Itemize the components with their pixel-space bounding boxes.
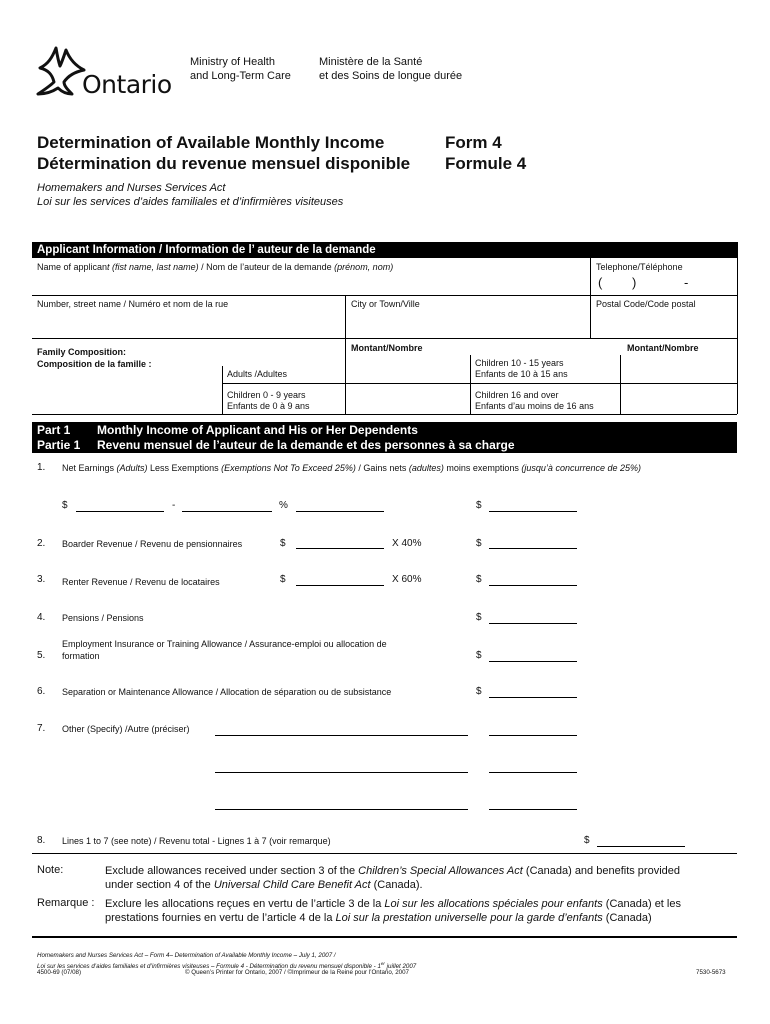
other-specify-input-1[interactable]	[215, 735, 468, 736]
line2-total-input[interactable]	[489, 548, 577, 549]
line1-total-input[interactable]	[489, 511, 577, 512]
line3-label: Renter Revenue / Revenu de locataires	[62, 577, 220, 587]
applicant-section-header: Applicant Information / Information de l’ auteur de la demande	[32, 242, 737, 258]
footer-line2a: Loi sur les services d’aides familiales et d’infirmières visiteuses – Formule 4 - Détermination du revenu mensuel disponible - 1	[37, 963, 381, 971]
dollar-sign: $	[476, 574, 482, 585]
other-amount-input-2[interactable]	[489, 772, 577, 773]
children-0-9-en: Children 0 - 9 years	[227, 390, 306, 400]
children-0-9-fr: Enfants de 0 à 9 ans	[227, 401, 310, 411]
logo-text: Ontario	[82, 70, 172, 99]
name-label-a: Name of applican	[37, 262, 108, 272]
minus-sign: -	[172, 500, 176, 511]
ministry-fr-line2: et des Soins de longue durée	[319, 70, 463, 82]
l1-d: (Exemptions Not To Exceed 25%)	[221, 463, 356, 473]
l1-a: Net Earnings	[62, 463, 117, 473]
form-code: 4500-69 (07/08)	[37, 969, 82, 976]
separation-allowance-input[interactable]	[489, 697, 577, 698]
other-specify-input-3[interactable]	[215, 809, 468, 810]
note-2a: under section 4 of the	[105, 879, 214, 891]
phone-close-paren: )	[632, 275, 637, 290]
dollar-sign: $	[476, 612, 482, 623]
remarque-text	[105, 897, 681, 925]
rem-2b: Loi sur la prestation universelle pour la garde d’enfants	[335, 912, 603, 924]
title-fr: Détermination du revenue mensuel disponible	[37, 154, 411, 173]
l1-b: (Adults)	[116, 463, 148, 473]
form-number	[445, 132, 526, 174]
children-16-fr: Enfants d’au moins de 16 ans	[475, 401, 594, 411]
employment-insurance-input[interactable]	[489, 661, 577, 662]
street-label: Number, street name / Numéro et nom de la rue	[37, 299, 229, 309]
ministry-en-line2: and Long-Term Care	[190, 70, 291, 82]
ontario-logo	[34, 44, 184, 100]
line5-label	[62, 638, 387, 662]
children-16-count-field[interactable]	[622, 385, 736, 413]
line8-number: 8.	[37, 835, 46, 846]
boarder-multiplier: X 40%	[392, 538, 422, 549]
postal-label: Postal Code/Code postal	[596, 299, 696, 309]
total-income-input[interactable]	[597, 846, 685, 847]
l1-g: moins exemptions	[443, 463, 522, 473]
phone-open-paren: (	[598, 275, 603, 290]
street-field[interactable]	[37, 299, 337, 335]
exemptions-input[interactable]	[182, 511, 272, 512]
children-16-en: Children 16 and over	[475, 390, 559, 400]
divider	[32, 295, 737, 296]
ministry-en	[190, 55, 291, 83]
line1-label	[62, 463, 641, 473]
line5-number: 5.	[37, 650, 46, 661]
children-10-15-en: Children 10 - 15 years	[475, 358, 564, 368]
name-label-d: (prénom, nom)	[334, 262, 394, 272]
rem-1c: (Canada) et les	[602, 898, 681, 910]
children-0-9-count-field[interactable]	[347, 385, 468, 413]
city-label: City or Town/Ville	[351, 299, 420, 309]
note-label: Note:	[37, 864, 64, 876]
dollar-sign: $	[476, 538, 482, 549]
line6-label: Separation or Maintenance Allowance / Allocation de séparation ou de subsistance	[62, 687, 392, 697]
amount-header-right: Montant/Nombre	[627, 343, 699, 353]
l1-c: Less Exemptions	[147, 463, 222, 473]
percent-sign: %	[279, 500, 288, 511]
children-0-9-label	[227, 390, 310, 412]
children-10-15-label	[475, 358, 568, 380]
l1-h: (jusqu’à concurrence de 25%)	[521, 463, 641, 473]
family-label-en: Family Composition:	[37, 347, 127, 357]
form-number-fr: Formule 4	[445, 154, 527, 173]
note-2c: (Canada).	[370, 879, 423, 891]
line3-total-input[interactable]	[489, 585, 577, 586]
note-1c: (Canada) and benefits provided	[522, 865, 681, 877]
part-title	[97, 423, 515, 453]
divider	[470, 355, 471, 414]
line4-number: 4.	[37, 612, 46, 623]
note-1a: Exclude allowances received under section 3 of the	[105, 865, 359, 877]
adults-label: Adults /Adultes	[227, 369, 288, 379]
renter-revenue-input[interactable]	[296, 585, 384, 586]
exemption-percent-input[interactable]	[296, 511, 384, 512]
remarque-label: Remarque :	[37, 897, 95, 909]
divider	[32, 338, 737, 339]
divider	[590, 258, 591, 338]
act-en: Homemakers and Nurses Services Act	[37, 182, 226, 194]
part-en: Part 1	[37, 423, 71, 437]
pensions-input[interactable]	[489, 623, 577, 624]
dollar-sign: $	[584, 835, 590, 846]
dollar-sign: $	[476, 500, 482, 511]
dollar-sign: $	[476, 650, 482, 661]
note-1b: Children’s Special Allowances Act	[358, 865, 523, 877]
footer-divider	[32, 936, 737, 938]
line7-label: Other (Specify) /Autre (préciser)	[62, 724, 190, 734]
dollar-sign: $	[280, 538, 286, 549]
divider	[345, 338, 346, 414]
line8-label: Lines 1 to 7 (see note) / Revenu total - Lignes 1 à 7 (voir remarque)	[62, 836, 331, 846]
name-label-b: t (fist name, last name)	[107, 262, 199, 272]
part-title-en: Monthly Income of Applicant and His or Her Dependents	[97, 423, 418, 437]
children-10-15-fr: Enfants de 10 à 15 ans	[475, 369, 568, 379]
l1-f: (adultes)	[408, 463, 444, 473]
footer-line1: Homemakers and Nurses Services Act – Form 4– Determination of Available Monthly Income – July 1, 2007 /	[37, 952, 336, 959]
footer-line2-sup: er	[380, 961, 385, 966]
note-text	[105, 864, 680, 892]
line1-number: 1.	[37, 462, 46, 473]
title-en: Determination of Available Monthly Income	[37, 133, 385, 152]
part1-header	[32, 422, 737, 453]
divider	[222, 383, 737, 384]
boarder-revenue-input[interactable]	[296, 548, 384, 549]
part-label	[37, 423, 80, 453]
phone-label: Telephone/Téléphone	[596, 262, 683, 272]
renter-multiplier: X 60%	[392, 574, 422, 585]
ministry-en-line1: Ministry of Health	[190, 56, 275, 68]
postal-code-field[interactable]	[596, 299, 734, 335]
city-field[interactable]	[351, 299, 581, 335]
divider	[737, 242, 738, 338]
phone-dash: -	[684, 275, 689, 290]
dollar-sign: $	[62, 500, 68, 511]
divider	[32, 414, 737, 415]
other-amount-input-3[interactable]	[489, 809, 577, 810]
line6-number: 6.	[37, 686, 46, 697]
net-earnings-input[interactable]	[76, 511, 164, 512]
act-fr: Loi sur les services d’aides familiales et d’infirmières visiteuses	[37, 196, 344, 208]
line4-label: Pensions / Pensions	[62, 613, 144, 623]
form-catalogue-number: 7530-5673	[696, 969, 726, 976]
children-16-label	[475, 390, 594, 412]
act-names	[37, 181, 343, 209]
l1-e: / Gains nets	[355, 463, 409, 473]
applicant-name-field[interactable]	[37, 262, 393, 273]
other-amount-input-1[interactable]	[489, 735, 577, 736]
divider	[222, 366, 223, 414]
phone-field[interactable]	[596, 275, 736, 293]
line7-number: 7.	[37, 723, 46, 734]
line2-label: Boarder Revenue / Revenu de pensionnaires	[62, 539, 243, 549]
divider	[620, 355, 621, 414]
line3-number: 3.	[37, 574, 46, 585]
ministry-fr	[319, 55, 462, 83]
other-specify-input-2[interactable]	[215, 772, 468, 773]
rem-2c: (Canada)	[602, 912, 652, 924]
footer-line2b: juillet 2007	[384, 963, 417, 971]
form-number-en: Form 4	[445, 133, 502, 152]
divider	[32, 853, 737, 854]
amount-header-left: Montant/Nombre	[351, 343, 423, 353]
copyright: © Queen’s Printer for Ontario, 2007 / ©Imprimeur de la Reine pour l’Ontario, 2007	[185, 969, 409, 976]
rem-2a: prestations fournies en vertu de l’article 4 de la	[105, 912, 336, 924]
family-composition-label	[37, 346, 152, 370]
rem-1a: Exclure les allocations reçues en vertu de l’article 3 de la	[105, 898, 385, 910]
form-title	[37, 132, 410, 174]
family-label-fr: Composition de la famille :	[37, 359, 152, 369]
divider	[345, 295, 346, 338]
name-label-c: / Nom de l’auteur de la demande	[198, 262, 335, 272]
line5-label-1: Employment Insurance or Training Allowance / Assurance-emploi ou allocation de	[62, 639, 387, 649]
dollar-sign: $	[280, 574, 286, 585]
note-2b: Universal Child Care Benefit Act	[213, 879, 371, 891]
part-fr: Partie 1	[37, 438, 81, 452]
part-title-fr: Revenu mensuel de l’auteur de la demande et des personnes à sa charge	[97, 438, 515, 452]
divider	[737, 338, 738, 414]
rem-1b: Loi sur les allocations spéciales pour enfants	[384, 898, 603, 910]
ministry-fr-line1: Ministère de la Santé	[319, 56, 423, 68]
line2-number: 2.	[37, 538, 46, 549]
children-10-15-count-field[interactable]	[622, 356, 736, 382]
line5-label-2: formation	[62, 651, 100, 661]
adults-count-field[interactable]	[347, 356, 468, 382]
dollar-sign: $	[476, 686, 482, 697]
